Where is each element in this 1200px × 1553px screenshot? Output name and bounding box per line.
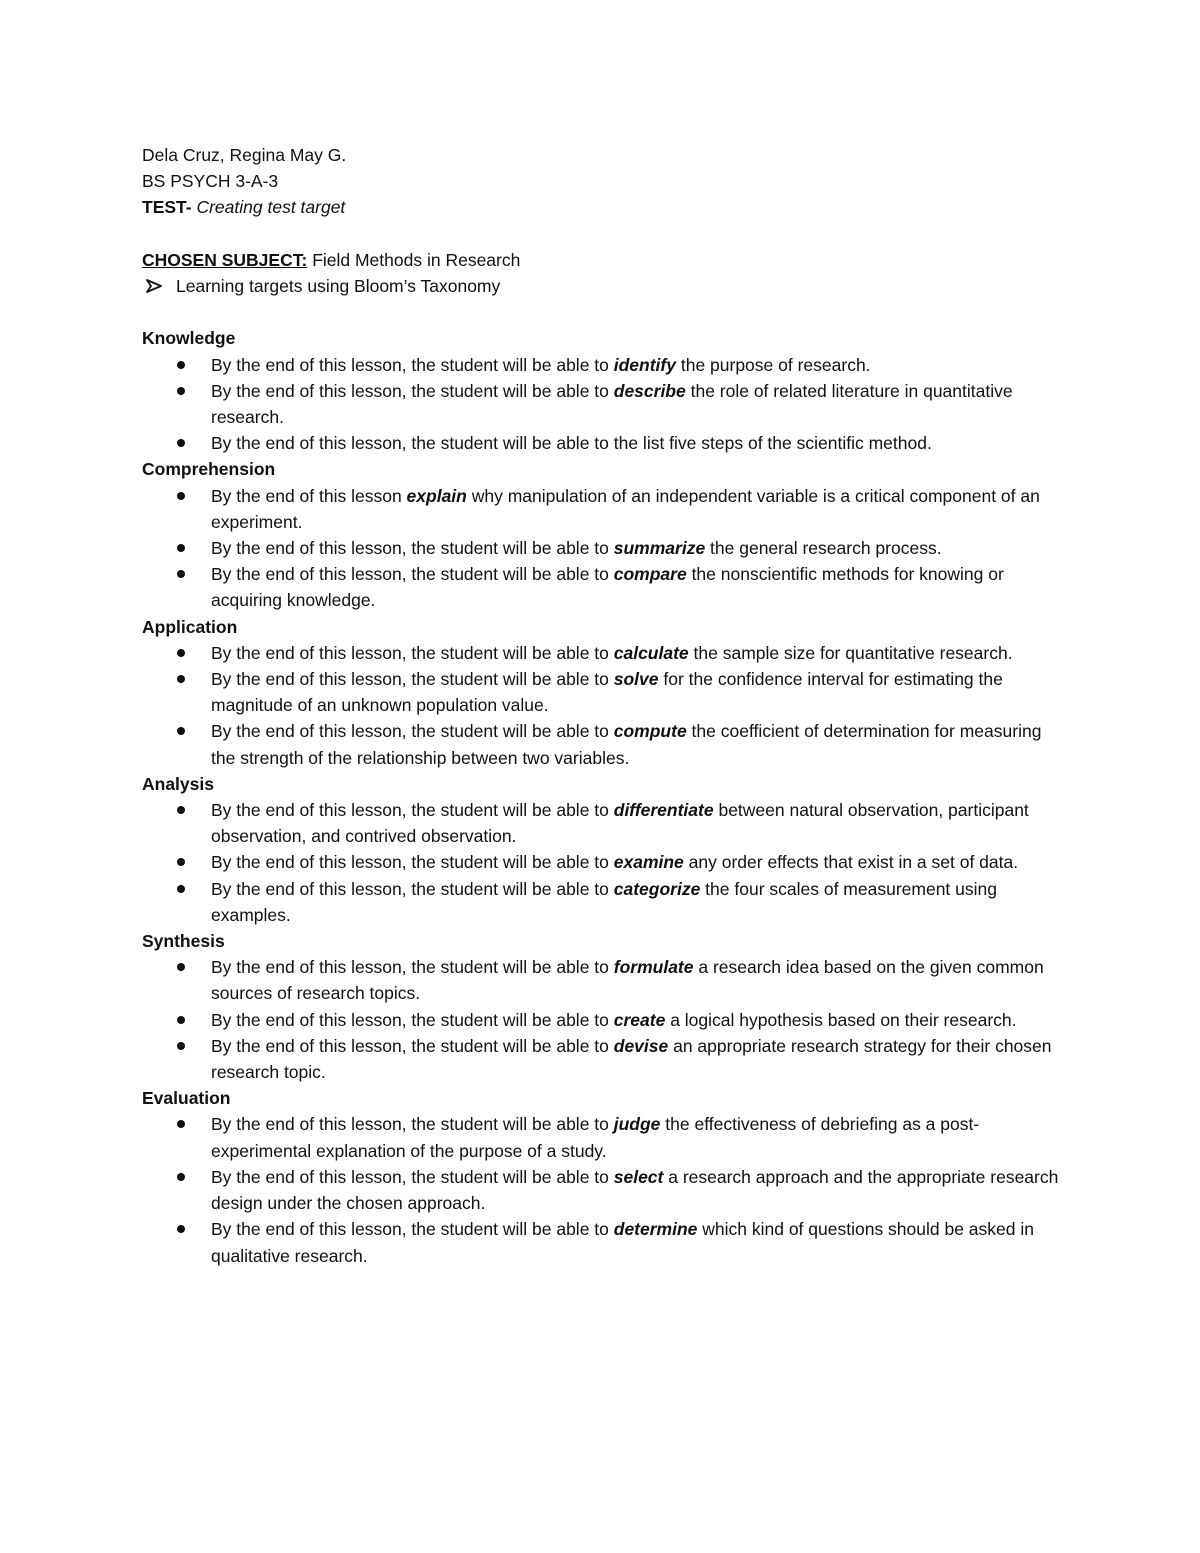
- section-title-analysis: Analysis: [142, 773, 214, 794]
- learning-target-item: [142, 483, 1062, 535]
- learning-target-item: [142, 849, 1062, 875]
- item-text-after: an appropriate research strategy for their chosen research topic.: [211, 1035, 1052, 1083]
- action-verb: formulate: [613, 957, 694, 978]
- item-text-before: By the end of this lesson, the student will be able to: [211, 642, 614, 663]
- item-text-after: any order effects that exist in a set of data.: [683, 852, 1019, 873]
- student-name: Dela Cruz, Regina May G.: [142, 145, 347, 165]
- action-verb: select: [613, 1166, 664, 1187]
- item-text-after: the four scales of measurement using examples.: [211, 878, 997, 925]
- item-text-before: By the end of this lesson, the student will be able to: [211, 669, 614, 690]
- item-text-after: a research idea based on the given common sources of research topics.: [211, 957, 1044, 1004]
- item-text-after: the role of related literature in quantitative research.: [211, 380, 1013, 427]
- learning-target-list: [142, 954, 1062, 1085]
- learning-target-item: [142, 535, 1062, 561]
- section-title-comprehension: Comprehension: [142, 459, 276, 480]
- bullet-dot-icon: [177, 1016, 185, 1024]
- action-verb: compare: [613, 564, 687, 585]
- learning-target-item: [142, 954, 1062, 1006]
- item-text-after: which kind of questions should be asked in qualitative research.: [211, 1219, 1034, 1266]
- spacer: [142, 299, 1062, 325]
- bullet-dot-icon: [177, 570, 185, 578]
- taxonomy-sections: [142, 325, 1062, 1268]
- bullet-dot-icon: [177, 858, 185, 866]
- learning-target-item: [142, 876, 1062, 928]
- action-verb: compute: [613, 721, 687, 742]
- item-text-after: a logical hypothesis based on their research.: [665, 1009, 1017, 1030]
- item-text-before: By the end of this lesson, the student will be able to: [211, 538, 614, 559]
- action-verb: devise: [613, 1035, 669, 1056]
- bullet-dot-icon: [177, 806, 185, 814]
- arrowhead-bullet-icon: [144, 273, 164, 299]
- action-verb: solve: [613, 669, 659, 690]
- learning-target-item: [142, 561, 1062, 613]
- learning-target-list: [142, 640, 1062, 771]
- item-text-before: By the end of this lesson, the student will be able to: [211, 800, 614, 821]
- action-verb: determine: [613, 1219, 698, 1240]
- item-text-after: the effectiveness of debriefing as a post-experimental explanation of the purpose of a study.: [211, 1114, 980, 1161]
- test-title: Creating test target: [196, 197, 346, 218]
- item-text-before: By the end of this lesson, the student will be able to: [211, 354, 614, 375]
- bullet-dot-icon: [177, 492, 185, 500]
- action-verb: categorize: [613, 878, 701, 899]
- chosen-subject-line: [142, 247, 1062, 273]
- action-verb: examine: [613, 852, 684, 873]
- learning-target-item: [142, 1216, 1062, 1268]
- item-text-after: the nonscientific methods for knowing or acquiring knowledge.: [211, 564, 1004, 611]
- item-text-before: By the end of this lesson, the student will be able to: [211, 1035, 614, 1056]
- learning-target-item: [142, 640, 1062, 666]
- learning-targets-text: Learning targets using Bloom’s Taxonomy: [176, 276, 501, 296]
- item-text-after: the purpose of research.: [675, 354, 871, 375]
- item-text-before: By the end of this lesson, the student will be able to: [211, 564, 614, 585]
- bullet-dot-icon: [177, 1042, 185, 1050]
- item-text-before: By the end of this lesson, the student will be able to: [211, 1166, 614, 1187]
- learning-target-item: [142, 666, 1062, 718]
- learning-target-list: [142, 483, 1062, 614]
- learning-targets-heading: [142, 273, 1062, 299]
- section-title-application: Application: [142, 616, 238, 637]
- item-text-after: why manipulation of an independent variable is a critical component of an experiment.: [211, 485, 1040, 532]
- learning-target-item: [142, 1033, 1062, 1085]
- bullet-dot-icon: [177, 649, 185, 657]
- spacer: [142, 221, 1062, 247]
- learning-target-item: [142, 1007, 1062, 1033]
- learning-target-item: [142, 797, 1062, 849]
- chosen-subject-label: CHOSEN SUBJECT:: [142, 249, 308, 270]
- bullet-dot-icon: [177, 1173, 185, 1181]
- item-text-before: By the end of this lesson, the student will be able to: [211, 852, 614, 873]
- item-text-after: the sample size for quantitative research.: [688, 642, 1013, 663]
- test-label: TEST-: [142, 197, 192, 218]
- chosen-subject-value: Field Methods in Research: [312, 249, 521, 270]
- action-verb: differentiate: [613, 800, 714, 821]
- action-verb: explain: [406, 485, 467, 506]
- bullet-dot-icon: [177, 727, 185, 735]
- action-verb: summarize: [613, 538, 706, 559]
- item-text-after: the coefficient of determination for measuring the strength of the relationship between two variables.: [211, 721, 1042, 768]
- action-verb: judge: [613, 1114, 661, 1135]
- item-text-after: the general research process.: [705, 538, 942, 559]
- item-text-before: By the end of this lesson, the student will be able to: [211, 1219, 614, 1240]
- learning-target-item: [142, 352, 1062, 378]
- bullet-dot-icon: [177, 885, 185, 893]
- bullet-dot-icon: [177, 387, 185, 395]
- section-title-knowledge: Knowledge: [142, 328, 236, 349]
- learning-target-list: [142, 1111, 1062, 1268]
- bullet-dot-icon: [177, 361, 185, 369]
- item-text-before: By the end of this lesson, the student will be able to the list five steps of the scientific method.: [211, 433, 932, 454]
- learning-target-item: [142, 718, 1062, 770]
- item-text-after: between natural observation, participant observation, and contrived observation.: [211, 800, 1029, 847]
- item-text-after: for the confidence interval for estimating the magnitude of an unknown population value.: [211, 669, 1003, 716]
- action-verb: calculate: [613, 642, 689, 663]
- item-text-before: By the end of this lesson, the student will be able to: [211, 1009, 614, 1030]
- bullet-dot-icon: [177, 963, 185, 971]
- item-text-before: By the end of this lesson, the student will be able to: [211, 1114, 614, 1135]
- learning-target-item: [142, 430, 1062, 456]
- learning-target-list: [142, 797, 1062, 928]
- bullet-dot-icon: [177, 675, 185, 683]
- bullet-dot-icon: [177, 544, 185, 552]
- learning-target-item: [142, 1111, 1062, 1163]
- bullet-dot-icon: [177, 1120, 185, 1128]
- learning-target-list: [142, 352, 1062, 457]
- item-text-before: By the end of this lesson, the student will be able to: [211, 878, 614, 899]
- item-text-before: By the end of this lesson, the student will be able to: [211, 380, 614, 401]
- action-verb: describe: [613, 380, 686, 401]
- bullet-dot-icon: [177, 1225, 185, 1233]
- student-section: BS PSYCH 3-A-3: [142, 171, 279, 192]
- item-text-after: a research approach and the appropriate research design under the chosen approach.: [211, 1166, 1059, 1214]
- action-verb: create: [613, 1009, 666, 1030]
- item-text-before: By the end of this lesson, the student will be able to: [211, 957, 614, 978]
- section-title-evaluation: Evaluation: [142, 1088, 231, 1109]
- learning-target-item: [142, 1164, 1062, 1216]
- learning-target-item: [142, 378, 1062, 430]
- section-title-synthesis: Synthesis: [142, 931, 225, 952]
- bullet-dot-icon: [177, 439, 185, 447]
- item-text-before: By the end of this lesson: [211, 485, 407, 506]
- action-verb: identify: [613, 354, 676, 375]
- test-line: [142, 194, 1062, 220]
- document-page: [142, 142, 1062, 1269]
- item-text-before: By the end of this lesson, the student will be able to: [211, 721, 614, 742]
